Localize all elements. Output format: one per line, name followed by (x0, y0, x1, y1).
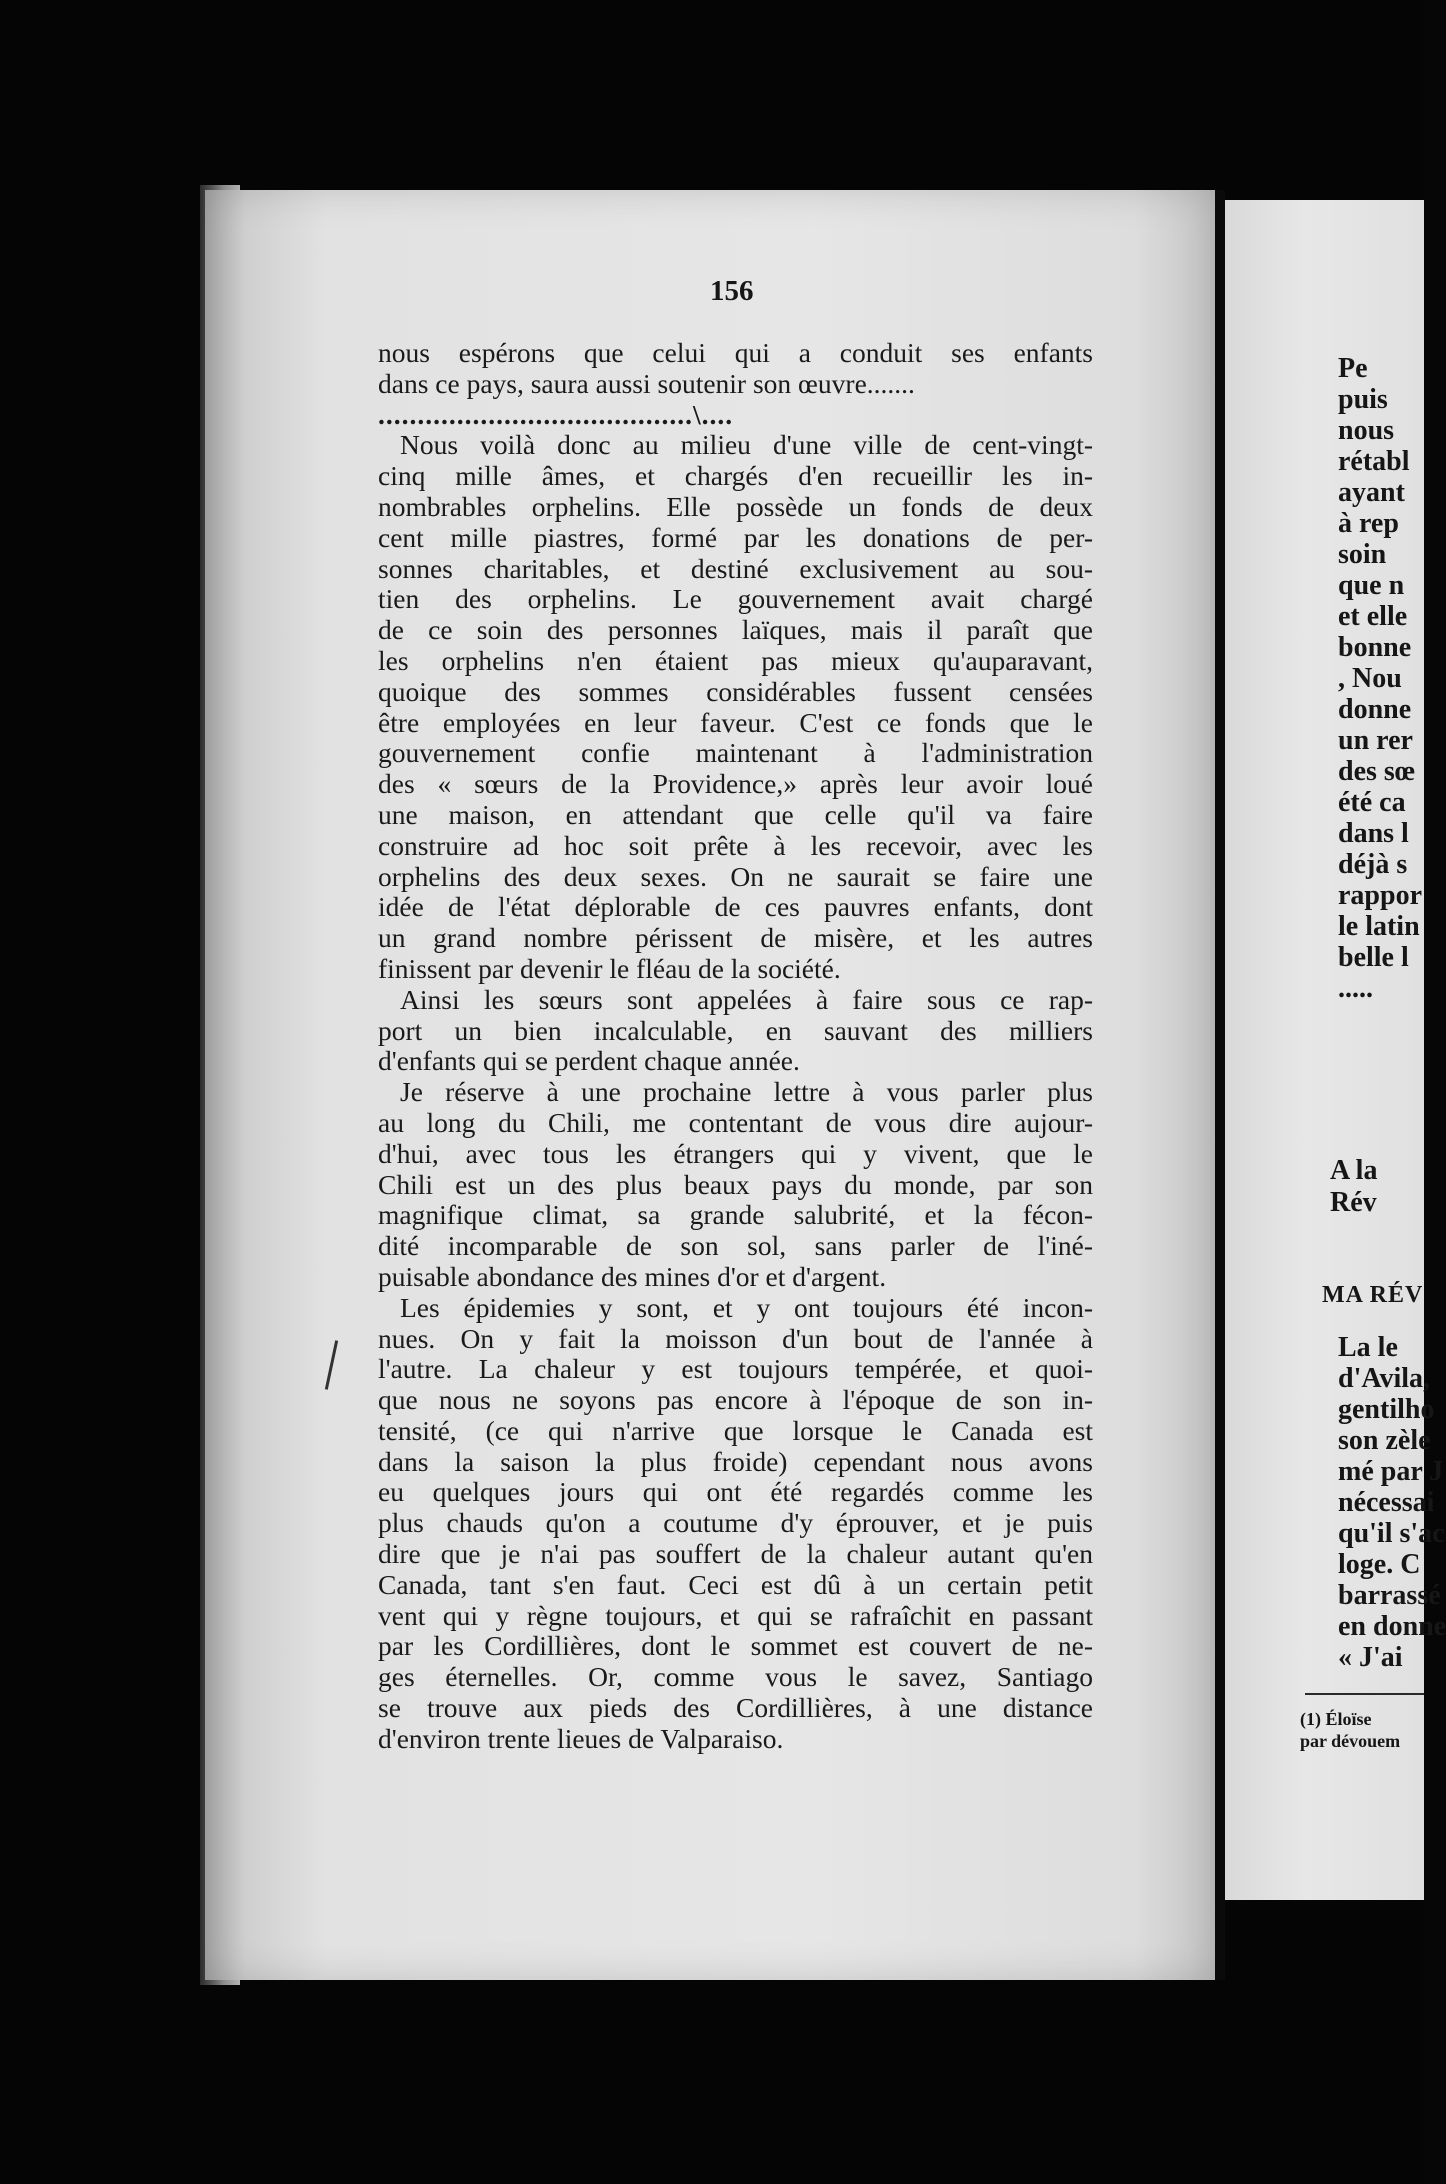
right-page-line: mé par J (1338, 1456, 1444, 1487)
text-line: par les Cordillières, dont le sommet est couvert de ne- (378, 1630, 1093, 1662)
text-line: une maison, en attendant que celle qu'il va faire (378, 798, 1093, 830)
right-page-line: bonne (1338, 632, 1412, 663)
right-page-line: , Nou (1338, 663, 1402, 694)
right-page-line: Pe (1338, 353, 1368, 384)
right-page-line: dans l (1338, 818, 1409, 849)
text-line: plus chauds qu'on a coutume d'y éprouver, et je puis (378, 1507, 1093, 1539)
text-line: vent qui y règne toujours, et qui se rafraîchit en passant (378, 1599, 1093, 1631)
text-line: d'enfants qui se perdent chaque année. (378, 1045, 800, 1077)
right-page-line: que n (1338, 570, 1405, 601)
text-line: Nous voilà donc au milieu d'une ville de cent-vingt- (400, 429, 1093, 461)
text-line: quoique des sommes considérables fussent censées (378, 675, 1093, 707)
text-line: Ainsi les sœurs sont appelées à faire sous ce rap- (400, 983, 1093, 1015)
right-page-line: d'Avila, (1338, 1363, 1431, 1394)
footnote-line: (1) Éloïse (1300, 1709, 1372, 1729)
text-line: construire ad hoc soit prête à les recevoir, avec les (378, 829, 1093, 861)
text-line: que nous ne soyons pas encore à l'époque de son in- (378, 1384, 1093, 1416)
right-page-line: belle l (1338, 942, 1409, 973)
text-line: être employées en leur faveur. C'est ce fonds que le (378, 706, 1093, 738)
text-line: magnifique climat, sa grande salubrité, et la fécon- (378, 1199, 1093, 1231)
right-page-line: loge. C (1338, 1549, 1421, 1580)
text-line: au long du Chili, me contentant de vous dire aujour- (378, 1106, 1093, 1138)
text-line: eu quelques jours qui ont été regardés comme les (378, 1476, 1093, 1508)
right-page-line: ..... (1338, 973, 1373, 1004)
text-line: dans la saison la plus froide) cependant nous avons (378, 1445, 1093, 1477)
text-line: finissent par devenir le fléau de la société. (378, 952, 841, 984)
footnote-line: par dévouem (1300, 1731, 1401, 1751)
right-page-line: « J'ai (1338, 1642, 1403, 1673)
right-page-line: un rer (1338, 725, 1413, 756)
text-line: tensité, (ce qui n'arrive que lorsque le Canada est (378, 1414, 1093, 1446)
text-line: un grand nombre périssent de misère, et les autres (378, 922, 1093, 954)
right-page-line: rétabl (1338, 446, 1410, 477)
text-line: nues. On y fait la moisson d'un bout de l'année à (378, 1322, 1093, 1354)
text-line: dité incomparable de son sol, sans parler de l'iné- (378, 1230, 1093, 1262)
right-page-line: le latin (1338, 911, 1420, 942)
right-page-line: soin (1338, 539, 1387, 570)
text-line: nombrables orphelins. Elle possède un fonds de deux (378, 490, 1093, 522)
body-text (378, 338, 1093, 1755)
text-line: dans ce pays, saura aussi soutenir son œuvre....... (378, 367, 915, 399)
right-page-line: et elle (1338, 601, 1408, 632)
book-gutter (1215, 190, 1225, 1980)
right-page-line: nous (1338, 415, 1395, 446)
right-page-line: rappor (1338, 880, 1422, 911)
right-page-subheading: MA RÉV (1322, 1282, 1424, 1308)
text-line: ........................................\.... (378, 398, 734, 430)
page-number: 156 (710, 275, 754, 307)
text-line: gouvernement confie maintenant à l'administration (378, 737, 1093, 769)
text-line: d'environ trente lieues de Valparaiso. (378, 1722, 784, 1754)
right-page-line: donne (1338, 694, 1412, 725)
text-line: Les épidemies y sont, et y ont toujours été incon- (400, 1291, 1093, 1323)
text-line: Canada, tant s'en faut. Ceci est dû à un certain petit (378, 1568, 1093, 1600)
right-page-line: qu'il s'ac (1338, 1518, 1445, 1549)
right-page-line: ayant (1338, 477, 1405, 508)
text-line: puisable abondance des mines d'or et d'argent. (378, 1260, 887, 1292)
text-line: port un bien incalculable, en sauvant des milliers (378, 1014, 1093, 1046)
right-page-line: son zèle (1338, 1425, 1431, 1456)
footnote-rule (1305, 1693, 1424, 1695)
right-page-line: à rep (1338, 508, 1399, 539)
text-line: idée de l'état déplorable de ces pauvres enfants, dont (378, 891, 1093, 923)
text-line: tien des orphelins. Le gouvernement avait chargé (378, 583, 1093, 615)
text-line: l'autre. La chaleur y est toujours tempérée, et quoi- (378, 1353, 1093, 1385)
right-page-mid-text (1338, 1332, 1446, 1673)
right-page-line: La le (1338, 1332, 1398, 1363)
right-page-line: des sœ (1338, 756, 1416, 787)
right-page-line: déjà s (1338, 849, 1408, 880)
text-line: des « sœurs de la Providence,» après leur avoir loué (378, 768, 1093, 800)
text-line: nous espérons que celui qui a conduit ses enfants (378, 337, 1093, 368)
right-page-line: barrassé (1338, 1580, 1441, 1611)
right-page-line: en donne (1338, 1611, 1446, 1642)
text-line: les orphelins n'en étaient pas mieux qu'auparavant, (378, 644, 1093, 676)
text-line: Chili est un des plus beaux pays du monde, par son (378, 1168, 1093, 1200)
right-page-line: puis (1338, 384, 1388, 415)
right-page-line: nécessai (1338, 1487, 1435, 1518)
text-line: cent mille piastres, formé par les donations de per- (378, 521, 1093, 553)
right-page-line: gentilho (1338, 1394, 1435, 1425)
right-page-footnote (1300, 1708, 1400, 1752)
text-line: Je réserve à une prochaine lettre à vous parler plus (400, 1076, 1093, 1108)
text-line: orphelins des deux sexes. On ne saurait se faire une (378, 860, 1093, 892)
right-page-top-text (1338, 353, 1422, 1004)
text-line: se trouve aux pieds des Cordillières, à une distance (378, 1692, 1093, 1724)
text-line: d'hui, avec tous les étrangers qui y vivent, que le (378, 1137, 1093, 1169)
right-page-line: été ca (1338, 787, 1406, 818)
right-page-heading: A la Rév (1330, 1155, 1378, 1218)
text-line: sonnes charitables, et destiné exclusivement au sou- (378, 552, 1093, 584)
text-line: de ce soin des personnes laïques, mais il paraît que (378, 614, 1093, 646)
text-line: cinq mille âmes, et chargés d'en recueillir les in- (378, 460, 1093, 492)
text-line: dire que je n'ai pas souffert de la chaleur autant qu'en (378, 1538, 1093, 1570)
text-line: ges éternelles. Or, comme vous le savez, Santiago (378, 1661, 1093, 1693)
